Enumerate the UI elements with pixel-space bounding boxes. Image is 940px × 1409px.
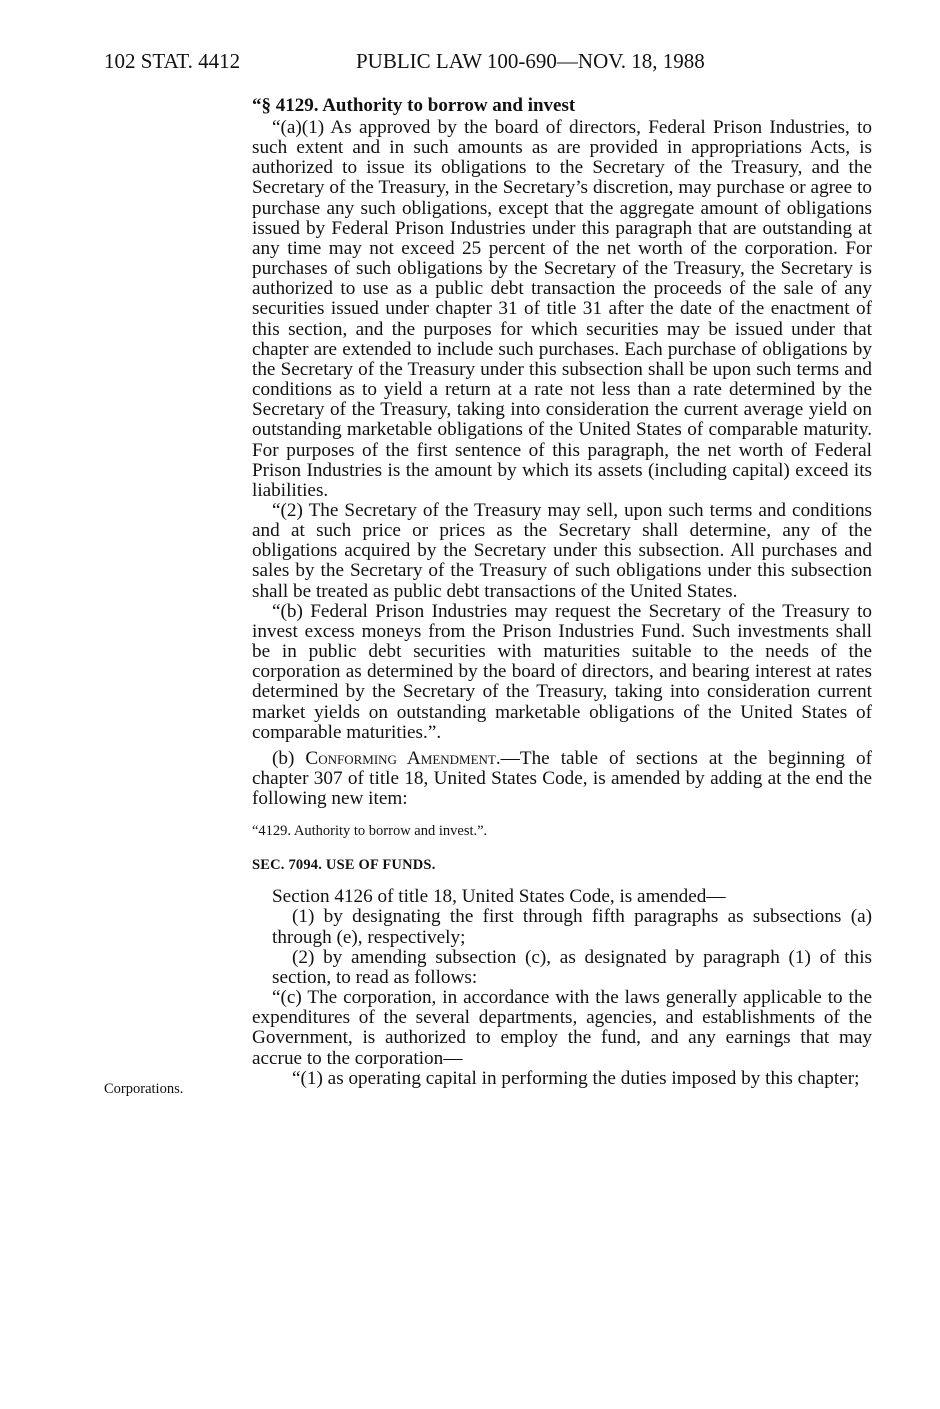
page-header (104, 46, 804, 76)
paragraph-a2: “(2) The Secretary of the Treasury may sell, upon such terms and conditions and at such price or prices as the Secretary shall determine, any of the obligations acquired by the Secretary under this subsection. All purchases and sales by the Secretary of the Treasury of such obligations under this subsection shall be treated as public debt transactions of the United States. (252, 499, 872, 602)
paragraph-c1 (252, 1069, 872, 1089)
paragraph-c1-text: “(1) as operating capital in performing the duties imposed by this chapter; (292, 1067, 860, 1089)
paragraph-a1: “(a)(1) As approved by the board of directors, Federal Prison Industries, to such extent and in such amounts as are provided in appropriations Acts, is authorized to issue its obligations to the Secretary of the Treasury, and the Secretary of the Treasury, in the Secretary’s discretion, may purchase or agree to purchase any such obligations, except that the aggregate amount of obligations issued by Federal Prison Industries under this paragraph that are outstanding at any time may not exceed 25 percent of the net worth of the corporation. For purchases of such obligations by the Secretary of the Treasury, the Secretary is authorized to use as a public debt transaction the proceeds of the sale of any securities issued under chapter 31 of title 31 after the date of the enactment of this section, and the purposes for which securities may be issued under that chapter are extended to include such purchases. Each purchase of obligations by the Secretary of the Treasury under this subsection shall be upon such terms and conditions as to yield a return at a rate not less than a rate determined by the Secretary of the Treasury, taking into consideration the current average yield on outstanding marketable obligations of the United States of comparable maturity. For purposes of the first sentence of this paragraph, the net worth of Federal Prison Industries is the amount by which its assets (including capital) exceed its liabilities. (252, 117, 872, 501)
margin-note: Corporations. (104, 1081, 184, 1097)
item-1 (252, 907, 872, 947)
item-2 (252, 948, 872, 988)
conforming-lead: (b) (272, 747, 306, 769)
section-7094-intro: Section 4126 of title 18, United States Code, is amended— (272, 886, 726, 908)
conforming-text: .—The table of sections at the beginning of chapter 307 of title 18, United States Code, is amended by adding at the end the following new item: (252, 747, 872, 810)
conforming-heading: Conforming Amendment (305, 747, 496, 769)
item-2-text: (2) by amending subsection (c), as designated by paragraph (1) of this section, to read as follows: (272, 946, 872, 988)
section-4129-heading: “§ 4129. Authority to borrow and invest (252, 95, 576, 116)
paragraph-b: “(b) Federal Prison Industries may request the Secretary of the Treasury to invest excess moneys from the Prison Industries Fund. Such investments shall be in public debt securities with maturities suitable to the needs of the corporation as determined by the board of directors, and bearing interest at rates determined by the Secretary of the Treasury, taking into consideration current market yields on outstanding marketable obligations of the United States of comparable maturities.”. (252, 600, 872, 743)
item-1-text: (1) by designating the first through fifth paragraphs as subsections (a) through (e), respectively; (272, 906, 872, 948)
conforming-amendment (252, 749, 872, 809)
table-item: “4129. Authority to borrow and invest.”. (252, 823, 488, 840)
stat-page-number: 102 STAT. 4412 (104, 49, 241, 73)
paragraph-c: “(c) The corporation, in accordance with the laws generally applicable to the expenditures of the several departments, agencies, and establishments of the Government, is authorized to employ the fund, and any earnings that may accrue to the corporation— (252, 987, 872, 1069)
public-law-title: PUBLIC LAW 100-690—NOV. 18, 1988 (356, 49, 705, 73)
body-text (252, 94, 872, 1089)
section-7094-title: SEC. 7094. USE OF FUNDS. (252, 857, 436, 874)
